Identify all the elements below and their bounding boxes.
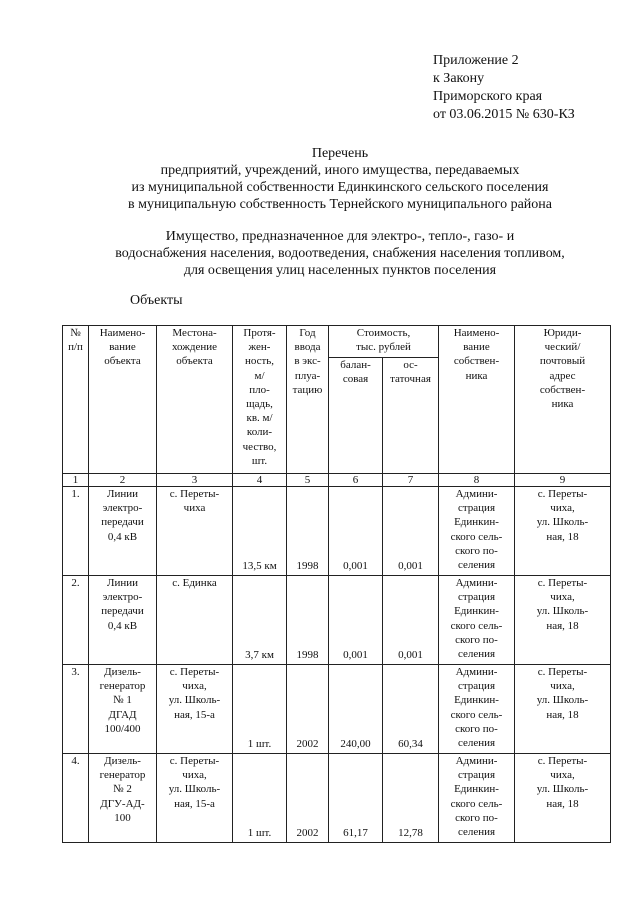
title-line-4: в муниципальную собственность Тернейского муниципального района <box>127 197 552 212</box>
cell-name: Дизель- генератор № 2 ДГУ-АД- 100 <box>89 754 157 843</box>
cell-residual: 12,78 <box>383 754 439 843</box>
cell-residual: 0,001 <box>383 576 439 665</box>
cell-num: 4. <box>63 754 89 843</box>
header-location: Местона- хождение объекта <box>157 326 233 474</box>
cell-balance: 61,17 <box>329 754 383 843</box>
table-header-row <box>63 326 611 358</box>
cell-length: 3,7 км <box>233 576 287 665</box>
col-number: 9 <box>515 474 611 487</box>
header-balance: балан- совая <box>329 358 383 474</box>
col-number: 2 <box>89 474 157 487</box>
cell-balance: 0,001 <box>329 576 383 665</box>
cell-name: Линии электро- передачи 0,4 кВ <box>89 487 157 576</box>
objects-table <box>62 325 611 843</box>
table-row <box>63 754 611 843</box>
subtitle-line-2: водоснабжения населения, водоотведения, снабжения населения топливом, <box>115 246 565 261</box>
col-number: 7 <box>383 474 439 487</box>
title-line-1: Перечень <box>311 146 369 161</box>
cell-year: 1998 <box>287 576 329 665</box>
title-line-3: из муниципальной собственности Единкинского сельского поселения <box>131 180 549 195</box>
cell-owner-name: Админи- страция Единкин- ского сель- ского по- селения <box>439 754 515 843</box>
subtitle-line-1: Имущество, предназначенное для электро-, тепло-, газо- и <box>165 229 515 244</box>
cell-num: 3. <box>63 665 89 754</box>
cell-location: с. Переты- чиха, ул. Школь- ная, 15-а <box>157 665 233 754</box>
cell-name: Дизель- генератор № 1 ДГАД 100/400 <box>89 665 157 754</box>
col-number: 4 <box>233 474 287 487</box>
header-owner-name: Наимено- вание собствен- ника <box>439 326 515 474</box>
cell-owner-address: с. Переты- чиха, ул. Школь- ная, 18 <box>515 665 611 754</box>
cell-location: с. Переты- чиха <box>157 487 233 576</box>
col-number: 1 <box>63 474 89 487</box>
appendix-line-4: от 03.06.2015 № 630-КЗ <box>433 107 575 122</box>
cell-length: 13,5 км <box>233 487 287 576</box>
table-row <box>63 576 611 665</box>
table-row <box>63 665 611 754</box>
cell-location: с. Единка <box>157 576 233 665</box>
appendix-line-1: Приложение 2 <box>433 53 519 68</box>
title-line-2: предприятий, учреждений, иного имущества, передаваемых <box>160 163 520 178</box>
header-year: Год ввода в экс- плуа- тацию <box>287 326 329 474</box>
cell-year: 1998 <box>287 487 329 576</box>
header-cost: Стоимость, тыс. рублей <box>329 326 439 358</box>
cell-owner-address: с. Переты- чиха, ул. Школь- ная, 18 <box>515 576 611 665</box>
cell-owner-name: Админи- страция Единкин- ского сель- ского по- селения <box>439 576 515 665</box>
table-row <box>63 487 611 576</box>
cell-num: 1. <box>63 487 89 576</box>
cell-owner-name: Админи- страция Единкин- ского сель- ского по- селения <box>439 487 515 576</box>
cell-name: Линии электро- передачи 0,4 кВ <box>89 576 157 665</box>
document-title <box>40 145 640 213</box>
document-subtitle <box>40 228 640 279</box>
subtitle-line-3: для освещения улиц населенных пунктов поселения <box>183 263 497 278</box>
col-number: 5 <box>287 474 329 487</box>
col-number: 8 <box>439 474 515 487</box>
cell-residual: 0,001 <box>383 487 439 576</box>
cell-num: 2. <box>63 576 89 665</box>
cell-owner-address: с. Переты- чиха, ул. Школь- ная, 18 <box>515 487 611 576</box>
cell-balance: 0,001 <box>329 487 383 576</box>
cell-length: 1 шт. <box>233 754 287 843</box>
col-number: 6 <box>329 474 383 487</box>
header-length: Протя- жен- ность, м/ пло- щадь, кв. м/ коли- чество, шт. <box>233 326 287 474</box>
header-num: № п/п <box>63 326 89 474</box>
column-number-row <box>63 474 611 487</box>
cell-balance: 240,00 <box>329 665 383 754</box>
cell-location: с. Переты- чиха, ул. Школь- ная, 15-а <box>157 754 233 843</box>
objects-label: Объекты <box>130 293 183 308</box>
col-number: 3 <box>157 474 233 487</box>
header-residual: ос- таточная <box>383 358 439 474</box>
header-name: Наимено- вание объекта <box>89 326 157 474</box>
cell-residual: 60,34 <box>383 665 439 754</box>
cell-owner-name: Админи- страция Единкин- ского сель- ского по- селения <box>439 665 515 754</box>
appendix-header <box>433 52 575 124</box>
header-owner-address: Юриди- ческий/ почтовый адрес собствен- ника <box>515 326 611 474</box>
cell-length: 1 шт. <box>233 665 287 754</box>
appendix-line-3: Приморского края <box>433 89 543 104</box>
cell-year: 2002 <box>287 754 329 843</box>
cell-year: 2002 <box>287 665 329 754</box>
appendix-line-2: к Закону <box>433 71 485 86</box>
cell-owner-address: с. Переты- чиха, ул. Школь- ная, 18 <box>515 754 611 843</box>
